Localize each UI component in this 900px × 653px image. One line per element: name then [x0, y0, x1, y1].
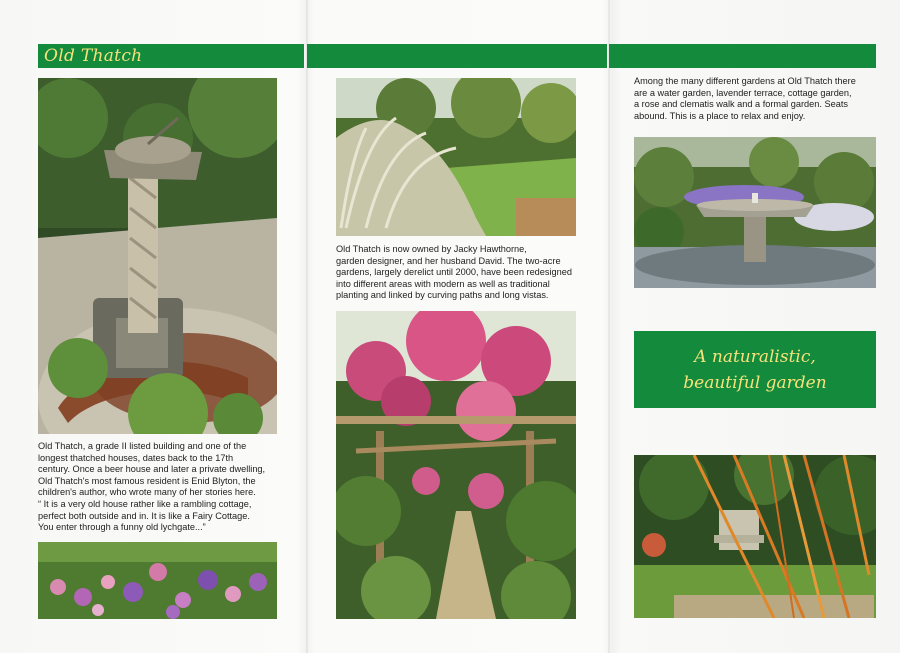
- tagline-line-1: A naturalistic,: [694, 346, 816, 367]
- water-garden-photo: [634, 137, 876, 288]
- tagline-box: [634, 331, 876, 408]
- rose-pergola-photo: [336, 311, 576, 619]
- panel3-header-bar: [609, 44, 876, 68]
- brochure-title: Old Thatch: [44, 46, 143, 66]
- panel1-body-text: Old Thatch, a grade II listed building and one of the longest thatched houses, dates back to the 17th century. Once a beer house and later a private dwelling, Old Thatch's most famous resident is Enid Blyton, the children's author, who wrote many of her stories here. “ It is a very old house rather like a rambling cottage, perfect both outside and in. It is like a Fairy Cottage. You enter through a funny old lychgate...”: [38, 441, 266, 533]
- flowers-photo: [38, 542, 277, 619]
- tagline-line-2: beautiful garden: [683, 372, 827, 393]
- bench-garden-photo: [634, 455, 876, 618]
- fold-line-2: [608, 0, 610, 653]
- panel3-body-text: Among the many different gardens at Old Thatch there are a water garden, lavender terrace, cottage garden, a rose and clematis walk and a formal garden. Seats abound. This is a place to relax and enjoy.: [634, 76, 856, 121]
- panel2-header-bar: [307, 44, 607, 68]
- panel2-body-text: Old Thatch is now owned by Jacky Hawthorne, garden designer, and her husband David. The two-acre gardens, largely derelict until 2000, have been redesigned into different areas with modern as well as traditional planting and linked by curving paths and long vistas.: [336, 244, 572, 301]
- sundial-photo: [38, 78, 277, 434]
- grasses-photo: [336, 78, 576, 236]
- fold-line-1: [306, 0, 308, 653]
